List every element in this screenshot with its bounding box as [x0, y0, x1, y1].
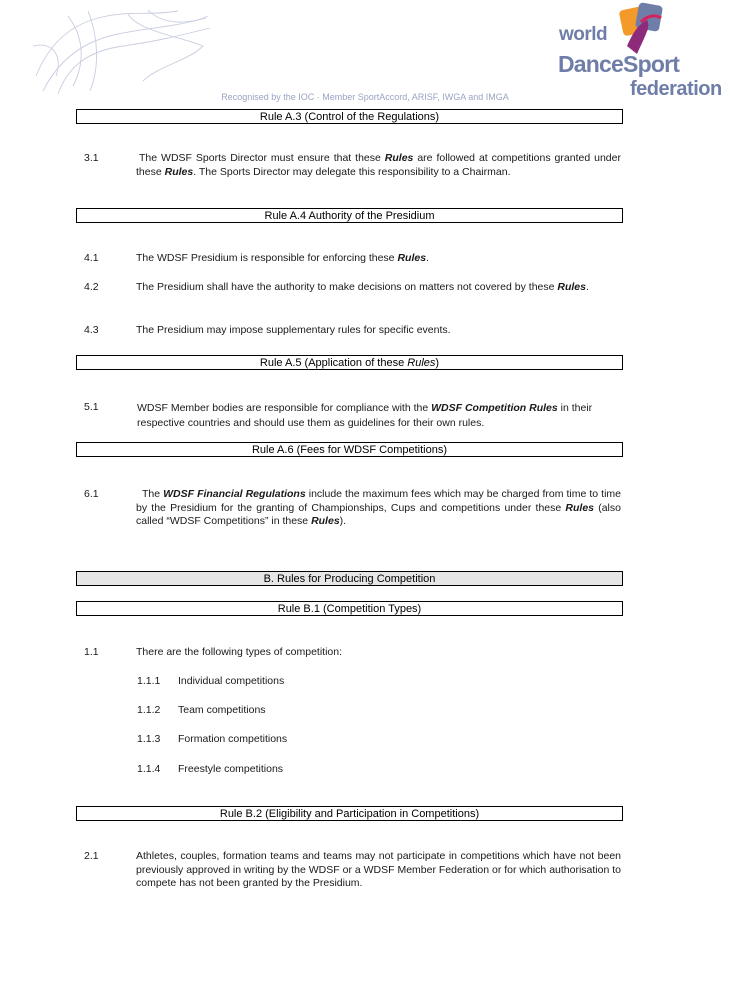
para-number: 6.1 [84, 488, 99, 500]
logo-text-world: world [559, 24, 608, 45]
para-number: 1.1 [84, 646, 99, 658]
heading-rule-a5: Rule A.5 (Application of these Rules) [76, 355, 623, 370]
heading-rule-b2: Rule B.2 (Eligibility and Participation in Competitions) [76, 806, 623, 821]
para-6-1: The WDSF Financial Regulations include the maximum fees which may be charged from time to time by the Presidium for the granting of Championships, Cups and competitions under these Rules (also called “WDSF Competitions” in these Rules). [136, 488, 621, 527]
heading-rule-a4: Rule A.4 Authority of the Presidium [76, 208, 623, 223]
logo-text-federation: federation [630, 78, 722, 100]
para-4-3: The Presidium may impose supplementary rules for specific events. [136, 324, 451, 336]
para-number: 2.1 [84, 850, 99, 862]
para-4-2: The Presidium shall have the authority to make decisions on matters not covered by these Rules. [136, 281, 589, 293]
logo-text-dancesport: DanceSport [558, 51, 680, 77]
para-5-1: WDSF Member bodies are responsible for compliance with the WDSF Competition Rules in their respective countries and should use them as guidelines for their own rules. [137, 402, 593, 429]
para-1-1: There are the following types of competition: [136, 646, 343, 658]
heading-rule-a3: Rule A.3 (Control of the Regulations) [76, 109, 623, 124]
para-2-1: Athletes, couples, formation teams and teams may not participate in competitions which have not been previously approved in writing by the WDSF or a WDSF Member Federation or for which authorisation to compete has not been granted by the Presidium. [136, 850, 621, 889]
recognition-line: Recognised by the IOC · Member SportAccord, ARISF, IWGA and IMGA [221, 92, 509, 102]
para-number: 4.1 [84, 252, 99, 264]
list-item: Team competitions [178, 704, 266, 716]
heading-rule-a6: Rule A.6 (Fees for WDSF Competitions) [76, 442, 623, 457]
list-item: Individual competitions [178, 675, 285, 687]
para-number: 3.1 [84, 152, 99, 164]
heading-section-b: B. Rules for Producing Competition [76, 571, 623, 586]
para-4-1: The WDSF Presidium is responsible for enforcing these Rules. [136, 252, 429, 264]
list-item: Formation competitions [178, 733, 288, 745]
para-number: 5.1 [84, 401, 99, 413]
para-number: 4.2 [84, 281, 99, 293]
list-item-number: 1.1.2 [137, 704, 161, 716]
para-3-1: The WDSF Sports Director must ensure that these Rules are followed at competitions granted under these Rules. The Sports Director may delegate this responsibility to a Chairman. [136, 152, 621, 178]
list-item-number: 1.1.4 [137, 763, 161, 775]
heading-rule-b1: Rule B.1 (Competition Types) [76, 601, 623, 616]
list-item-number: 1.1.3 [137, 733, 161, 745]
decorative-dancer-sketch [28, 6, 213, 96]
para-number: 4.3 [84, 324, 99, 336]
dancers-logo-icon [611, 2, 671, 57]
list-item-number: 1.1.1 [137, 675, 161, 687]
list-item: Freestyle competitions [178, 763, 284, 775]
wdsf-logo [553, 2, 722, 102]
